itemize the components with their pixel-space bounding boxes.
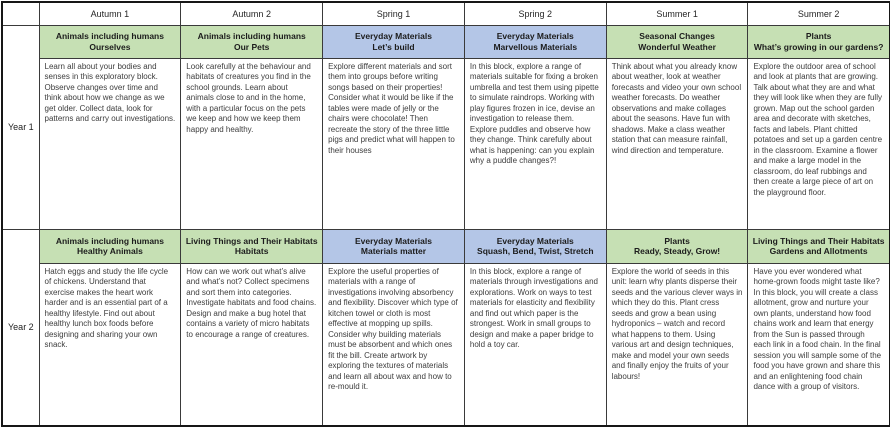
topic-subtitle: Squash, Bend, Twist, Stretch	[477, 246, 594, 256]
year2-body-row	[2, 263, 890, 426]
body-cell: Hatch eggs and study the life cycle of chickens. Understand that exercise makes the heart work harder and is an essential part of a healthy lifestyle. Find out about healthy lunch box foods before designing and sharing your own snack.	[39, 263, 181, 426]
topic-subtitle: Our Pets	[233, 41, 270, 52]
topic-cell	[323, 229, 465, 263]
topic-subtitle: Ready, Steady, Grow!	[634, 246, 721, 256]
body-cell: Have you ever wondered what home-grown foods might taste like? In this block, you will create a class allotment, grow and nurture your own plants, understand how food chains work and learn that energy from the Sun is passed through each link in a food chain. In the final session you will sample some of the food you have grown and share this and an enlightening food chain dance with a group of visitors.	[748, 263, 890, 426]
body-cell: Learn all about your bodies and senses in this exploratory block. Observe changes over time and think about how we change as we get older. Collect data, look for patterns and carry out investigations.	[39, 58, 181, 229]
topic-subtitle: Ourselves	[89, 41, 131, 52]
season-header-spring-2: Spring 2	[464, 2, 606, 25]
topic-subtitle: Wonderful Weather	[638, 41, 716, 52]
topic-cell	[181, 229, 323, 263]
topic-title: Animals including humans	[55, 31, 164, 42]
year1-topic-row	[2, 25, 890, 58]
year2-topic-row	[2, 229, 890, 263]
topic-title: Plants	[664, 235, 690, 246]
season-header-summer-1: Summer 1	[606, 2, 748, 25]
topic-subtitle: Habitats	[234, 246, 269, 256]
topic-cell	[464, 25, 606, 58]
body-cell: Think about what you already know about weather, look at weather forecasts and video your own school weather forecasts. Do weather observations and make collages about the seasons. Have fun with shadows. Make a class weather station that can measure rainfall, wind direction and temperature.	[606, 58, 748, 229]
topic-cell	[606, 25, 748, 58]
topic-subtitle: What’s growing in our gardens?	[753, 41, 884, 52]
topic-subtitle: Marvellous Materials	[493, 41, 578, 52]
body-cell: In this block, explore a range of materials suitable for fixing a broken umbrella and test them using pipette to simulate raindrops. Working with play figures frozen in ice, devise an investigation to release them. Explore puddles and observe how they change. Think carefully about what is happening: can you explain why a puddle changes?!	[464, 58, 606, 229]
season-header-spring-1: Spring 1	[323, 2, 465, 25]
year-label-1: Year 1	[2, 25, 39, 229]
topic-title: Everyday Materials	[354, 31, 432, 42]
topic-cell	[181, 25, 323, 58]
body-cell: Look carefully at the behaviour and habitats of creatures you find in the school grounds. Learn about animals close to and in the home, with a particular focus on the pets we keep and how we keep them happy and healthy.	[181, 58, 323, 229]
topic-cell	[39, 229, 181, 263]
season-header-summer-2: Summer 2	[748, 2, 890, 25]
body-cell: In this block, explore a range of materials through investigations and explorations. Work on ways to test materials for elasticity and flexibility and find out which paper is the strongest. Work in small groups to design and make a paper bridge to hold a toy car.	[464, 263, 606, 426]
topic-cell	[748, 229, 890, 263]
year-label-2: Year 2	[2, 229, 39, 426]
topic-cell	[39, 25, 181, 58]
topic-title: Plants	[805, 31, 832, 42]
topic-title: Seasonal Changes	[639, 31, 715, 42]
topic-cell	[464, 229, 606, 263]
year1-body-row	[2, 58, 890, 229]
topic-cell	[323, 25, 465, 58]
topic-subtitle: Let’s build	[372, 41, 415, 52]
body-cell: Explore different materials and sort them into groups before writing songs based on their properties! Consider what it would be like if the tables were made of jelly or the chairs were chocolate! Then recreate the story of the three little pigs and predict what will happen to their houses	[323, 58, 465, 229]
topic-title: Living Things and Their Habitats	[185, 235, 318, 246]
topic-cell	[748, 25, 890, 58]
curriculum-table	[1, 1, 890, 427]
season-header-row	[2, 2, 890, 25]
topic-title: Everyday Materials	[354, 235, 432, 246]
topic-subtitle: Healthy Animals	[76, 246, 143, 256]
topic-title: Everyday Materials	[496, 235, 574, 246]
season-header-autumn-1: Autumn 1	[39, 2, 181, 25]
body-cell: Explore the outdoor area of school and look at plants that are growing. Talk about what they are and what they will look like when they are fully grown. Map out the school garden area and decorate with sketches, facts and labels. Plant chitted potatoes and set up a garden centre in the classroom. Examine a flower and make a large model in the classroom, do leaf rubbings and then create a large piece of art on the playground floor.	[748, 58, 890, 229]
topic-subtitle: Materials matter	[360, 246, 427, 256]
topic-title: Living Things and Their Habitats	[752, 235, 885, 246]
body-cell: Explore the world of seeds in this unit: learn why plants disperse their seeds and the various clever ways in which they do this. Plant cress seeds and grow a bean using hydroponics – watch and record what happens to them. Using various art and design techniques, make and model your own seeds and finally enjoy the fruits of your labours!	[606, 263, 748, 426]
body-cell: Explore the useful properties of materials with a range of investigations involving absorbency and flexibility. Discover which type of kitchen towel or cloth is most effective at mopping up spills. Consider why building materials must be absorbent and which ones fit the bill. Create artwork by exploring the textures of materials and learn all about wax and how to re-mould it.	[323, 263, 465, 426]
body-cell: How can we work out what’s alive and what’s not? Collect specimens and sort them into categories. Investigate habitats and food chains. Design and make a bug hotel that contains a variety of micro habitats to encourage a range of creatures.	[181, 263, 323, 426]
topic-title: Animals including humans	[55, 235, 164, 246]
topic-subtitle: Gardens and Allotments	[769, 246, 868, 256]
topic-title: Everyday Materials	[496, 31, 574, 42]
season-header-autumn-2: Autumn 2	[181, 2, 323, 25]
topic-title: Animals including humans	[197, 31, 306, 42]
corner-cell	[2, 2, 39, 25]
topic-cell	[606, 229, 748, 263]
